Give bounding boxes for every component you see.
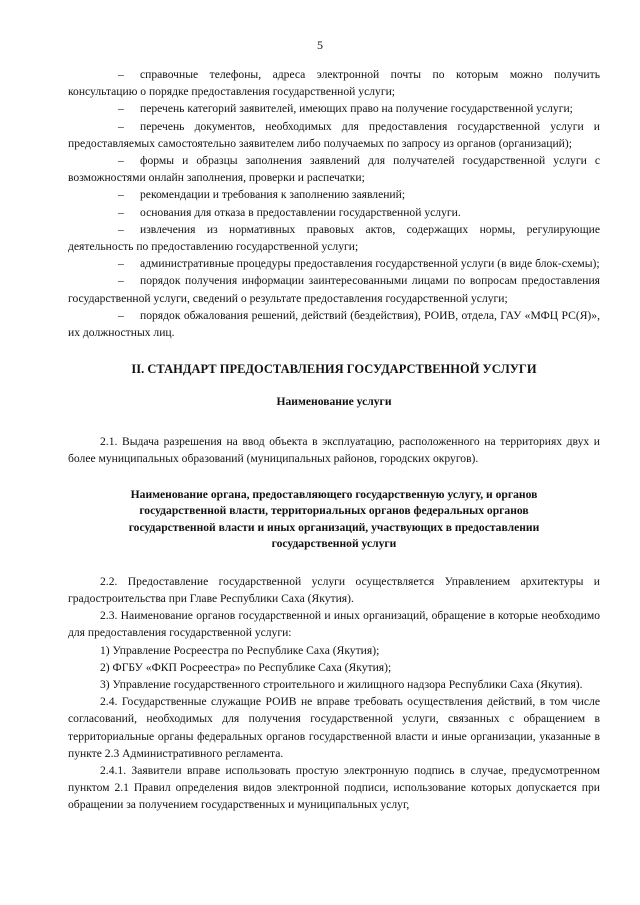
paragraph-2-4-1: 2.4.1. Заявители вправе использовать простую электронную подпись в случае, предусмотренном пунктом 2.1 Правил определения видов электронной подписи, использование которых допускается при обращении за получением государственных и муниципальных услуг, (68, 763, 600, 812)
paragraph-2-3-item-1: 1) Управление Росреестра по Республике Саха (Якутия); (100, 643, 380, 657)
list-item (68, 272, 600, 306)
info-list (68, 66, 600, 341)
document-body (68, 66, 600, 814)
list-item (68, 204, 600, 221)
paragraph-2-2: 2.2. Предоставление государственной услуги осуществляется Управлением архитектуры и градостроительства при Главе Республики Саха (Якутия). (68, 574, 600, 605)
dash-bullet: – (118, 222, 124, 236)
list-item-text: извлечения из нормативных правовых актов, содержащих нормы, регулирующие деятельность по предоставлению государственной услуги; (68, 222, 600, 254)
dash-bullet: – (118, 119, 124, 133)
paragraph-2-3-item-2: 2) ФГБУ «ФКП Росреестра» по Республике Саха (Якутия); (100, 660, 392, 674)
dash-bullet: – (118, 205, 124, 219)
list-item (68, 221, 600, 255)
dash-bullet: – (118, 308, 124, 322)
subsection-title-service-name: Наименование услуги (276, 395, 392, 409)
list-item-text: формы и образцы заполнения заявлений для получателей государственной услуги с возможностями онлайн заполнения, проверки и распечатки; (68, 154, 600, 185)
list-item-text: перечень категорий заявителей, имеющих право на получение государственной услуги; (140, 102, 573, 116)
dash-bullet: – (118, 257, 124, 271)
paragraph-2-4: 2.4. Государственные служащие РОИВ не вправе требовать осуществления действий, в том числе согласований, необходимых для получения государственной услуги, связанных с обращением в территориальные органы федеральных органов государственной власти и иные организации, указанные в пункте 2.3 Административного регламента. (68, 695, 600, 760)
dash-bullet: – (118, 274, 124, 288)
list-item-text: рекомендации и требования к заполнению заявлений; (140, 188, 406, 202)
list-item (68, 118, 600, 152)
paragraph-2-3: 2.3. Наименование органов государственной и иных организаций, обращение в которые необходимо для предоставления государственной услуги: (68, 609, 600, 640)
list-item (68, 186, 600, 203)
dash-bullet: – (118, 68, 124, 81)
dash-bullet: – (118, 154, 124, 168)
dash-bullet: – (118, 102, 124, 116)
page-number: 5 (317, 38, 323, 52)
paragraph-2-1: 2.1. Выдача разрешения на ввод объекта в эксплуатацию, расположенного на территориях двух и более муниципальных образований (муниципальных районов, городских округов). (68, 434, 600, 465)
list-item (68, 66, 600, 100)
section-title: II. СТАНДАРТ ПРЕДОСТАВЛЕНИЯ ГОСУДАРСТВЕННОЙ УСЛУГИ (131, 362, 537, 377)
list-item (68, 100, 600, 117)
list-item-text: порядок получения информации заинтересованными лицами по вопросам предоставления государственной услуги, сведений о результате предоставления государственной услуги; (68, 274, 600, 305)
dash-bullet: – (118, 188, 124, 202)
list-item-text: справочные телефоны, адреса электронной почты по которым можно получить консультацию о порядке предоставления государственной услуги; (68, 68, 600, 99)
list-item-text: основания для отказа в предоставлении государственной услуги. (140, 205, 461, 219)
list-item-text: перечень документов, необходимых для предоставления государственной услуги и предоставляемых самостоятельно заявителем либо получаемых по запросу из органов (организаций); (68, 119, 600, 150)
subsection-title-authorities: Наименование органа, предоставляющего государственную услугу, и органов государственной власти, территориальных органов федеральных органов государственной власти и иных организаций, участвующих в предоставлении государственной услуги (128, 488, 540, 551)
list-item (68, 307, 600, 341)
list-item (68, 152, 600, 186)
list-item-text: порядок обжалования решений, действий (бездействия), РОИВ, отдела, ГАУ «МФЦ РС(Я)», их должностных лиц. (68, 308, 600, 340)
list-item-text: административные процедуры предоставления государственной услуги (в виде блок-схемы); (140, 257, 600, 271)
paragraph-2-3-item-3: 3) Управление государственного строительного и жилищного надзора Республики Саха (Якутия). (100, 677, 583, 691)
list-item (68, 255, 600, 272)
